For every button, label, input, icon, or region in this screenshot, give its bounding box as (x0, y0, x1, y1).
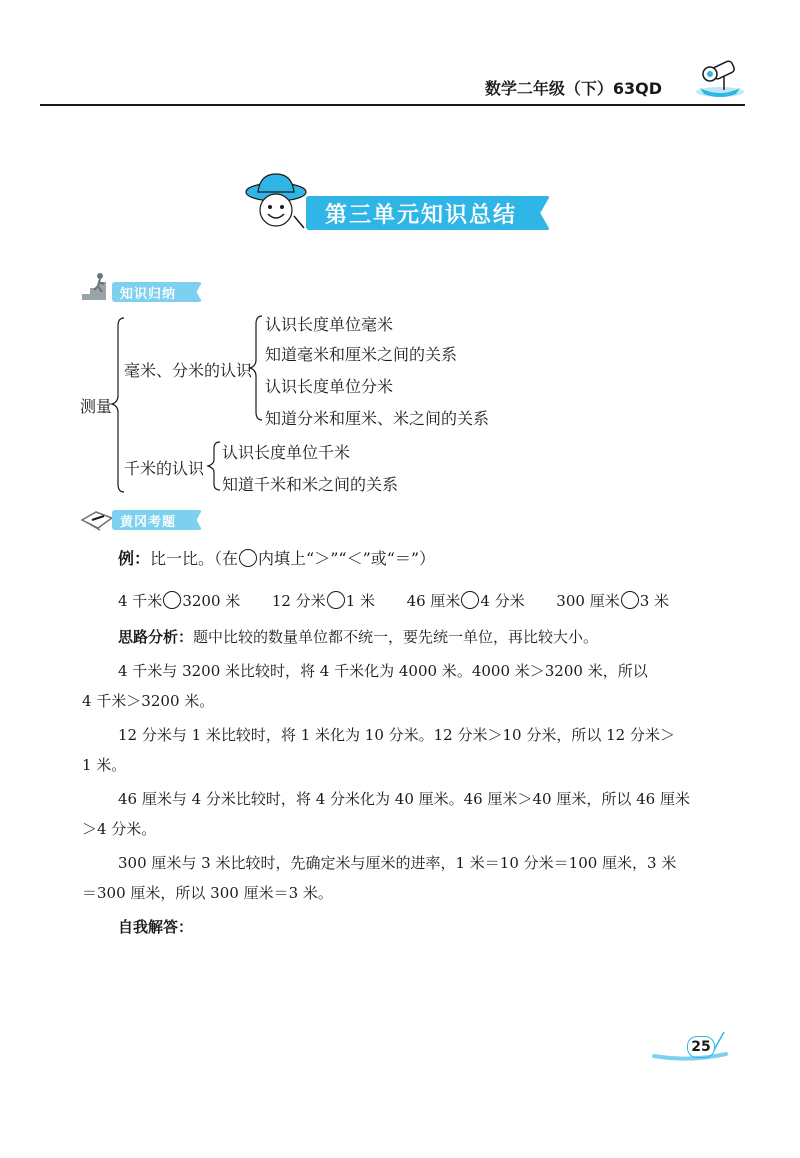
book-pen-icon (80, 506, 114, 532)
answer-label: 自我解答： (118, 918, 194, 936)
telescope-boat-icon (690, 52, 748, 102)
header-rule (40, 104, 745, 106)
tree-leaf: 知道千米和米之间的关系 (222, 475, 399, 494)
tree-branch-km: 千米的认识 (124, 459, 205, 478)
solution-line: 46 厘米与 4 分米比较时，将 4 分米化为 40 厘米。46 厘米＞40 厘米，所以 46 厘米 (118, 790, 690, 808)
tree-root: 测量 (80, 397, 113, 416)
tree-braces (0, 0, 800, 520)
compare-left: 12 分米 (271, 592, 326, 610)
header-title: 数学二年级（下）63QD (484, 79, 662, 98)
comparison-row (118, 590, 669, 611)
compare-circle-input[interactable] (621, 591, 639, 609)
page-number: 25 (687, 1036, 715, 1058)
compare-circle-input[interactable] (327, 591, 345, 609)
solution-line: 300 厘米与 3 米比较时，先确定米与厘米的进率，1 米＝10 分米＝100 厘米，3 米 (118, 854, 677, 872)
tree-leaf: 知道分米和厘米、米之间的关系 (265, 409, 490, 428)
section-tag-summary-label: 知识归纳 (120, 287, 177, 302)
solution-line: ＝300 厘米，所以 300 厘米＝3 米。 (82, 884, 333, 902)
solution-line: ＞4 分米。 (82, 820, 157, 838)
section-tag-exam-label: 黄冈考题 (120, 515, 177, 530)
compare-right: 3200 米 (182, 592, 241, 610)
tree-leaf: 认识长度单位千米 (222, 443, 351, 462)
analysis-text: 题中比较的数量单位都不统一，要先统一单位，再比较大小。 (193, 628, 599, 646)
solution-line: 4 千米＞3200 米。 (82, 692, 215, 710)
solution-line: 12 分米与 1 米比较时，将 1 米化为 10 分米。12 分米＞10 分米，所以 12 分米＞ (118, 726, 675, 744)
solution-line: 1 米。 (82, 756, 127, 774)
solution-line: 4 千米与 3200 米比较时，将 4 千米化为 4000 米。4000 米＞3200 米，所以 (118, 662, 648, 680)
compare-left: 46 厘米 (406, 592, 461, 610)
tree-leaf: 认识长度单位分米 (265, 377, 394, 396)
example-label: 例： (118, 549, 151, 568)
example-prompt-b: 内填上“＞”“＜”或“＝”） (258, 549, 436, 568)
compare-left: 300 厘米 (556, 592, 620, 610)
compare-circle-input[interactable] (163, 591, 181, 609)
example-prompt (118, 546, 435, 569)
compare-right: 1 米 (345, 592, 375, 610)
hat-kid-mascot-icon (244, 172, 308, 238)
tree-leaf: 认识长度单位毫米 (265, 315, 394, 334)
compare-circle-input[interactable] (461, 591, 479, 609)
stairs-climber-icon (80, 272, 114, 302)
analysis (118, 626, 598, 647)
compare-left: 4 千米 (118, 592, 163, 610)
analysis-label: 思路分析： (118, 628, 194, 646)
answer-circle-icon (239, 549, 257, 567)
tree-leaf: 知道毫米和厘米之间的关系 (265, 345, 458, 364)
unit-title: 第三单元知识总结 (324, 203, 517, 228)
tree-branch-mm-dm: 毫米、分米的认识 (124, 361, 253, 380)
compare-right: 3 米 (639, 592, 670, 610)
compare-right: 4 分米 (480, 592, 525, 610)
example-prompt-a: 比一比。（在 (150, 549, 239, 568)
